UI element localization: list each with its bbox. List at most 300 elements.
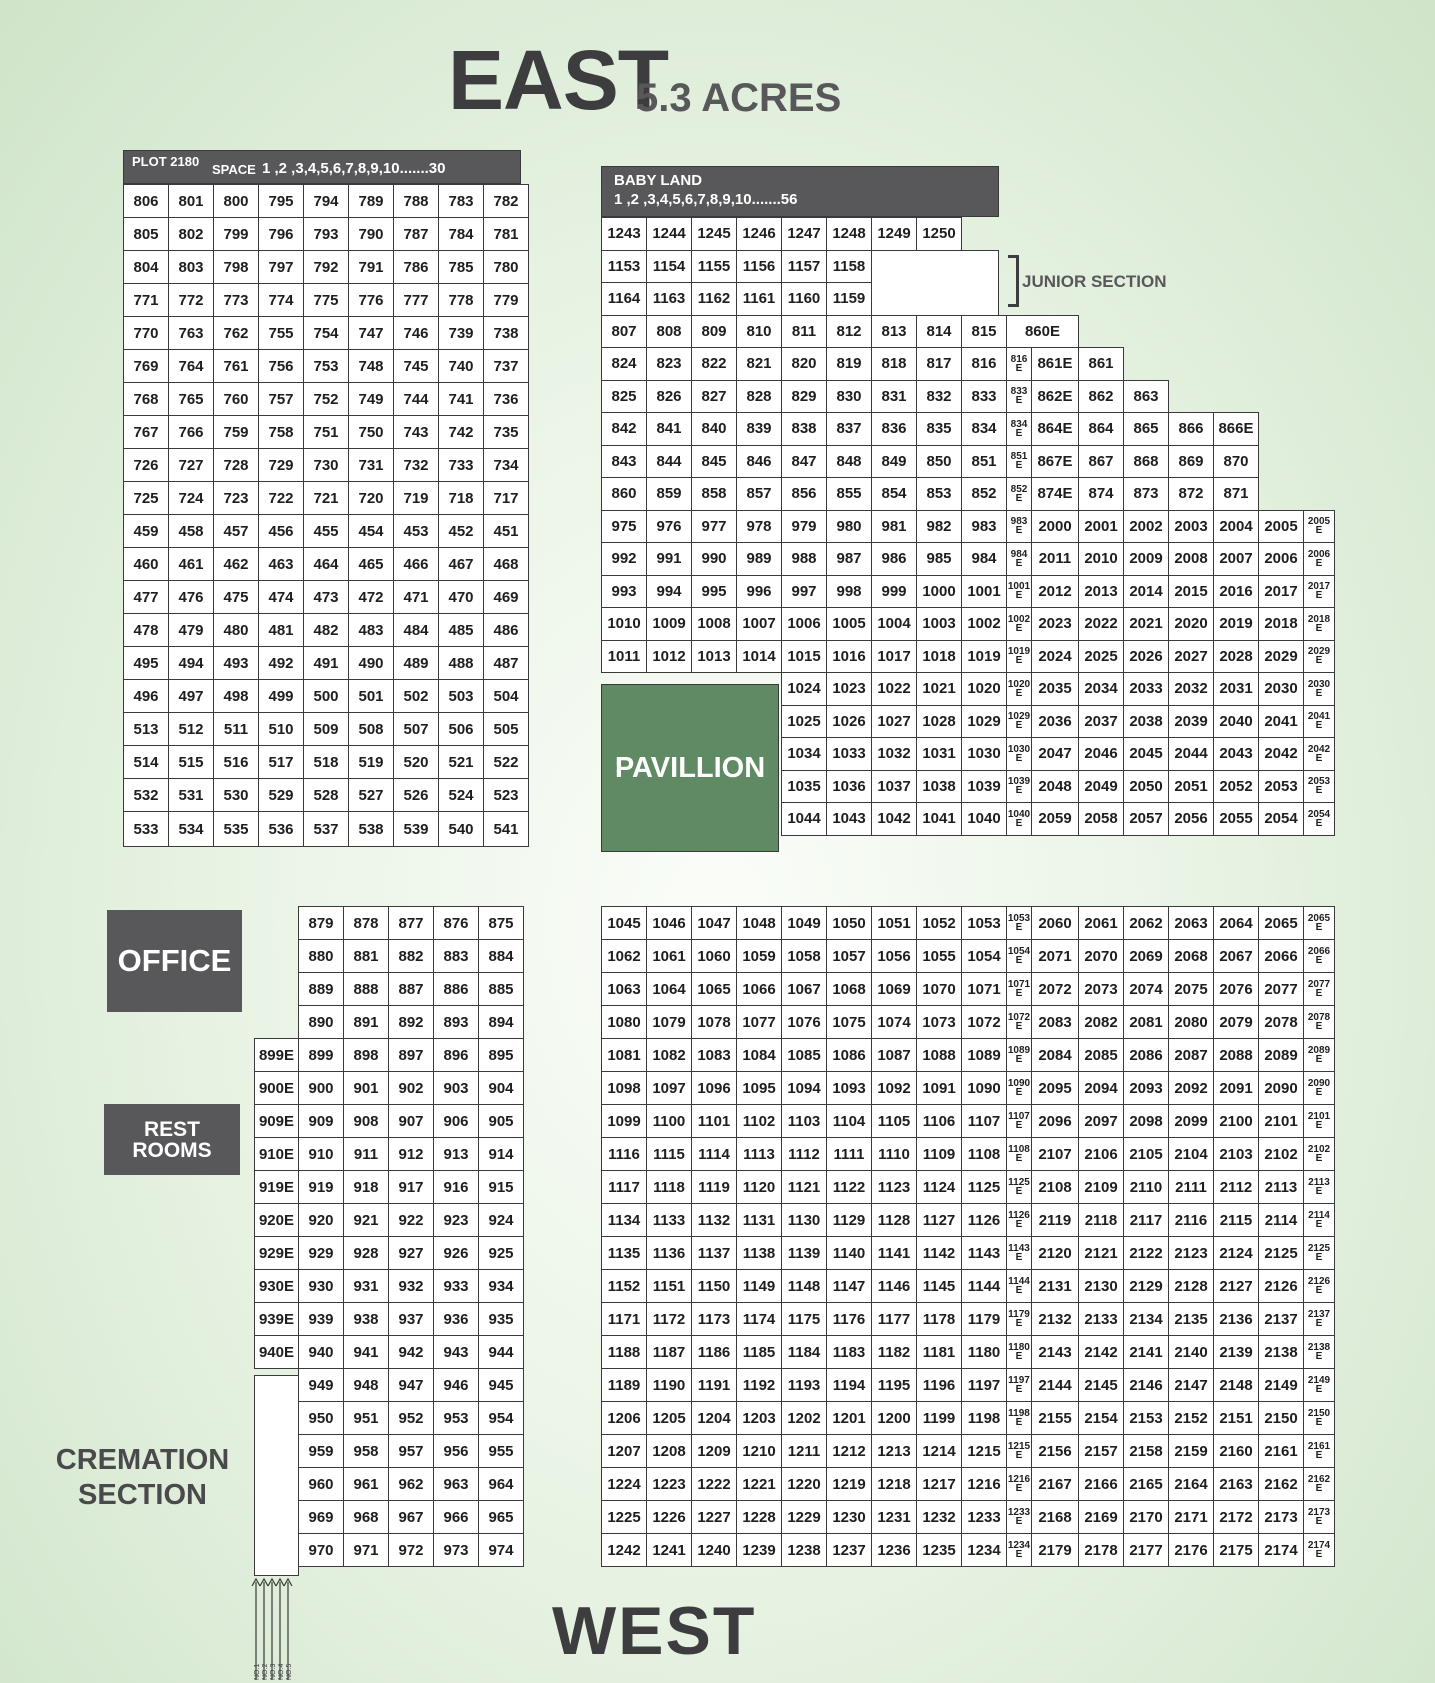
plot-cell-e[interactable] [1304, 705, 1335, 738]
plot-cell[interactable]: 876 [434, 907, 479, 940]
plot-cell[interactable]: 2115 [1214, 1204, 1259, 1237]
plot-cell[interactable]: 2132 [1032, 1303, 1079, 1336]
plot-cell[interactable]: 1160 [782, 283, 827, 316]
plot-cell[interactable]: 1093 [827, 1072, 872, 1105]
plot-cell[interactable]: 1135 [602, 1237, 647, 1270]
plot-cell[interactable]: 2066 [1259, 940, 1304, 973]
office-building[interactable]: OFFICE [107, 910, 242, 1012]
plot-cell[interactable]: 770 [124, 317, 169, 350]
plot-cell[interactable]: 979 [782, 510, 827, 543]
plot-cell[interactable]: 1226 [647, 1501, 692, 1534]
plot-cell[interactable]: 2138 [1259, 1336, 1304, 1369]
plot-cell[interactable]: 983 [962, 510, 1007, 543]
plot-cell[interactable]: 1124 [917, 1171, 962, 1204]
plot-cell[interactable]: 959 [299, 1435, 344, 1468]
plot-cell[interactable]: 892 [389, 1006, 434, 1039]
plot-cell[interactable]: 750 [349, 416, 394, 449]
plot-cell[interactable]: 1068 [827, 973, 872, 1006]
plot-cell[interactable]: 1029 [962, 705, 1007, 738]
plot-cell[interactable]: 988 [782, 543, 827, 576]
plot-cell[interactable]: 2109 [1079, 1171, 1124, 1204]
plot-cell[interactable]: 1131 [737, 1204, 782, 1237]
plot-cell[interactable]: 2091 [1214, 1072, 1259, 1105]
plot-cell[interactable]: 829 [782, 380, 827, 413]
plot-cell[interactable]: 2027 [1169, 640, 1214, 673]
plot-cell[interactable]: 956 [434, 1435, 479, 1468]
plot-cell-e[interactable] [1007, 348, 1032, 381]
plot-cell[interactable]: 840 [692, 413, 737, 446]
plot-cell[interactable]: 1009 [647, 608, 692, 641]
plot-cell[interactable]: 1052 [917, 907, 962, 940]
plot-cell[interactable]: 1245 [692, 218, 737, 251]
plot-cell[interactable]: 533 [124, 812, 169, 847]
plot-cell[interactable]: 2000 [1032, 510, 1079, 543]
plot-cell[interactable]: 786 [394, 251, 439, 284]
plot-cell[interactable]: 1197 [962, 1369, 1007, 1402]
plot-cell[interactable]: 468 [484, 548, 529, 581]
plot-cell[interactable]: 2123 [1169, 1237, 1214, 1270]
plot-cell[interactable]: 864 [1079, 413, 1124, 446]
plot-cell[interactable]: 509 [304, 713, 349, 746]
plot-cell[interactable]: 880 [299, 940, 344, 973]
plot-cell[interactable]: 991 [647, 543, 692, 576]
plot-cell[interactable]: 2068 [1169, 940, 1214, 973]
plot-cell[interactable]: 1001 [962, 575, 1007, 608]
plot-cell[interactable]: 1196 [917, 1369, 962, 1402]
plot-cell[interactable]: 490 [349, 647, 394, 680]
plot-cell[interactable]: 539 [394, 812, 439, 847]
plot-cell[interactable]: 1207 [602, 1435, 647, 1468]
plot-cell[interactable]: 1096 [692, 1072, 737, 1105]
plot-cell[interactable]: 1235 [917, 1534, 962, 1567]
plot-cell[interactable]: 2078 [1259, 1006, 1304, 1039]
plot-cell[interactable]: 2125 [1259, 1237, 1304, 1270]
plot-cell[interactable]: 732 [394, 449, 439, 482]
plot-cell[interactable]: 724 [169, 482, 214, 515]
plot-cell[interactable]: 499 [259, 680, 304, 713]
plot-cell[interactable]: 791 [349, 251, 394, 284]
plot-cell[interactable]: 2069 [1124, 940, 1169, 973]
plot-cell-e[interactable] [1007, 1303, 1032, 1336]
plot-cell[interactable]: 1063 [602, 973, 647, 1006]
plot-cell[interactable]: 1164 [602, 283, 647, 316]
plot-cell[interactable]: 836 [872, 413, 917, 446]
plot-cell[interactable]: 915 [479, 1171, 524, 1204]
plot-cell[interactable]: 777 [394, 284, 439, 317]
plot-cell[interactable]: 731 [349, 449, 394, 482]
plot-cell[interactable]: 1174 [737, 1303, 782, 1336]
plot-cell[interactable]: 793 [304, 218, 349, 251]
plot-cell[interactable]: 1100 [647, 1105, 692, 1138]
plot-cell[interactable]: 936 [434, 1303, 479, 1336]
plot-cell[interactable]: 459 [124, 515, 169, 548]
plot-cell[interactable]: 941 [344, 1336, 389, 1369]
plot-cell[interactable]: 1064 [647, 973, 692, 1006]
plot-cell[interactable]: 1150 [692, 1270, 737, 1303]
plot-cell[interactable]: 1069 [872, 973, 917, 1006]
plot-cell[interactable]: 855 [827, 478, 872, 511]
plot-cell[interactable]: 735 [484, 416, 529, 449]
plot-cell[interactable]: 1161 [737, 283, 782, 316]
plot-cell[interactable]: 891 [344, 1006, 389, 1039]
plot-cell[interactable]: 1249 [872, 218, 917, 251]
plot-cell[interactable]: 1152 [602, 1270, 647, 1303]
plot-cell[interactable]: 2040 [1214, 705, 1259, 738]
plot-cell[interactable]: 1206 [602, 1402, 647, 1435]
plot-cell[interactable]: 989 [737, 543, 782, 576]
plot-cell[interactable]: 1248 [827, 218, 872, 251]
plot-cell[interactable]: 1192 [737, 1369, 782, 1402]
plot-cell[interactable]: 1030 [962, 738, 1007, 771]
plot-cell[interactable]: 1234 [962, 1534, 1007, 1567]
plot-cell[interactable]: 878 [344, 907, 389, 940]
plot-cell[interactable]: 2023 [1032, 608, 1079, 641]
plot-cell[interactable]: 1097 [647, 1072, 692, 1105]
plot-cell[interactable]: 1233 [962, 1501, 1007, 1534]
plot-cell[interactable]: 756 [259, 350, 304, 383]
plot-cell-e[interactable] [1304, 1039, 1335, 1072]
plot-cell-e[interactable] [1304, 1105, 1335, 1138]
plot-cell[interactable]: 2112 [1214, 1171, 1259, 1204]
plot-cell[interactable]: 2082 [1079, 1006, 1124, 1039]
plot-cell[interactable]: 1145 [917, 1270, 962, 1303]
plot-cell[interactable]: 723 [214, 482, 259, 515]
plot-cell[interactable]: 1050 [827, 907, 872, 940]
plot-cell[interactable]: 2021 [1124, 608, 1169, 641]
plot-cell[interactable]: 1148 [782, 1270, 827, 1303]
plot-cell[interactable]: 2090 [1259, 1072, 1304, 1105]
plot-cell[interactable]: 2135 [1169, 1303, 1214, 1336]
plot-cell[interactable]: 1081 [602, 1039, 647, 1072]
plot-cell[interactable]: 1092 [872, 1072, 917, 1105]
plot-cell[interactable]: 2010 [1079, 543, 1124, 576]
plot-cell[interactable]: 973 [434, 1534, 479, 1567]
plot-cell[interactable]: 1155 [692, 250, 737, 283]
plot-cell[interactable]: 831 [872, 380, 917, 413]
plot-cell[interactable]: 879 [299, 907, 344, 940]
plot-cell[interactable]: 827 [692, 380, 737, 413]
plot-cell[interactable]: 2058 [1079, 803, 1124, 836]
plot-cell[interactable]: 738 [484, 317, 529, 350]
plot-cell[interactable]: 1104 [827, 1105, 872, 1138]
plot-cell[interactable]: 902 [389, 1072, 434, 1105]
plot-cell[interactable]: 765 [169, 383, 214, 416]
plot-cell[interactable]: 1215 [962, 1435, 1007, 1468]
plot-cell[interactable]: 867 [1079, 445, 1124, 478]
plot-cell[interactable]: 1172 [647, 1303, 692, 1336]
plot-cell[interactable]: 907 [389, 1105, 434, 1138]
plot-cell[interactable]: 526 [394, 779, 439, 812]
plot-cell[interactable]: 1106 [917, 1105, 962, 1138]
plot-cell[interactable]: 2094 [1079, 1072, 1124, 1105]
plot-cell[interactable]: 847 [782, 445, 827, 478]
plot-cell[interactable]: 930E [255, 1270, 299, 1303]
plot-cell[interactable]: 2170 [1124, 1501, 1169, 1534]
plot-cell[interactable]: 1011 [602, 640, 647, 673]
plot-cell[interactable]: 2088 [1214, 1039, 1259, 1072]
plot-cell[interactable]: 2026 [1124, 640, 1169, 673]
plot-cell[interactable]: 818 [872, 348, 917, 381]
plot-cell[interactable]: 921 [344, 1204, 389, 1237]
plot-cell[interactable]: 804 [124, 251, 169, 284]
plot-cell[interactable]: 734 [484, 449, 529, 482]
plot-cell[interactable]: 970 [299, 1534, 344, 1567]
plot-cell[interactable]: 511 [214, 713, 259, 746]
plot-cell[interactable]: 2073 [1079, 973, 1124, 1006]
plot-cell[interactable]: 853 [917, 478, 962, 511]
plot-cell[interactable]: 1040 [962, 803, 1007, 836]
plot-cell[interactable]: 2054 [1259, 803, 1304, 836]
plot-cell[interactable]: 1134 [602, 1204, 647, 1237]
plot-cell[interactable]: 2062 [1124, 907, 1169, 940]
plot-cell[interactable]: 895 [479, 1039, 524, 1072]
plot-cell-e[interactable] [1007, 575, 1032, 608]
plot-cell[interactable]: 1221 [737, 1468, 782, 1501]
plot-cell[interactable]: 764 [169, 350, 214, 383]
plot-cell[interactable]: 1147 [827, 1270, 872, 1303]
plot-cell[interactable]: 725 [124, 482, 169, 515]
plot-cell[interactable]: 1122 [827, 1171, 872, 1204]
plot-cell-e[interactable] [1007, 510, 1032, 543]
plot-cell[interactable]: 924 [479, 1204, 524, 1237]
plot-cell[interactable]: 1113 [737, 1138, 782, 1171]
plot-cell[interactable]: 540 [439, 812, 484, 847]
plot-cell[interactable]: 2105 [1124, 1138, 1169, 1171]
plot-cell[interactable]: 918 [344, 1171, 389, 1204]
plot-cell[interactable]: 2046 [1079, 738, 1124, 771]
plot-cell-e[interactable] [1304, 1270, 1335, 1303]
plot-cell[interactable]: 484 [394, 614, 439, 647]
plot-cell[interactable]: 2016 [1214, 575, 1259, 608]
plot-cell[interactable]: 867E [1032, 445, 1079, 478]
plot-cell[interactable]: 1162 [692, 283, 737, 316]
plot-cell[interactable]: 1133 [647, 1204, 692, 1237]
plot-cell[interactable]: 837 [827, 413, 872, 446]
plot-cell[interactable]: 718 [439, 482, 484, 515]
plot-cell[interactable]: 1238 [782, 1534, 827, 1567]
plot-cell[interactable]: 906 [434, 1105, 479, 1138]
plot-cell[interactable]: 778 [439, 284, 484, 317]
plot-cell[interactable]: 2039 [1169, 705, 1214, 738]
plot-cell[interactable]: 1004 [872, 608, 917, 641]
plot-cell[interactable]: 1222 [692, 1468, 737, 1501]
plot-cell[interactable]: 1103 [782, 1105, 827, 1138]
plot-cell[interactable]: 2140 [1169, 1336, 1214, 1369]
plot-cell[interactable]: 1077 [737, 1006, 782, 1039]
plot-cell[interactable]: 861E [1032, 348, 1079, 381]
plot-cell[interactable]: 2013 [1079, 575, 1124, 608]
plot-cell[interactable]: 523 [484, 779, 529, 812]
plot-cell[interactable]: 976 [647, 510, 692, 543]
plot-cell[interactable]: 2151 [1214, 1402, 1259, 1435]
plot-cell[interactable]: 743 [394, 416, 439, 449]
plot-cell[interactable]: 1085 [782, 1039, 827, 1072]
plot-cell[interactable]: 2085 [1079, 1039, 1124, 1072]
plot-cell[interactable]: 834 [962, 413, 1007, 446]
plot-cell[interactable]: 1236 [872, 1534, 917, 1567]
plot-cell[interactable]: 2070 [1079, 940, 1124, 973]
plot-cell[interactable]: 865 [1124, 413, 1169, 446]
plot-cell[interactable]: 2168 [1032, 1501, 1079, 1534]
plot-cell[interactable]: 1090 [962, 1072, 1007, 1105]
plot-cell[interactable]: 1045 [602, 907, 647, 940]
plot-cell[interactable]: 882 [389, 940, 434, 973]
plot-cell[interactable]: 479 [169, 614, 214, 647]
plot-cell[interactable]: 826 [647, 380, 692, 413]
plot-cell[interactable]: 940 [299, 1336, 344, 1369]
plot-cell[interactable]: 1218 [872, 1468, 917, 1501]
plot-cell[interactable]: 514 [124, 746, 169, 779]
plot-cell[interactable]: 1195 [872, 1369, 917, 1402]
plot-cell[interactable]: 977 [692, 510, 737, 543]
plot-cell[interactable]: 1082 [647, 1039, 692, 1072]
plot-cell[interactable]: 800 [214, 185, 259, 218]
plot-cell-e[interactable] [1304, 738, 1335, 771]
plot-cell[interactable]: 2152 [1169, 1402, 1214, 1435]
plot-cell[interactable]: 1138 [737, 1237, 782, 1270]
plot-cell[interactable]: 2095 [1032, 1072, 1079, 1105]
plot-cell[interactable]: 1105 [872, 1105, 917, 1138]
plot-cell[interactable]: 2008 [1169, 543, 1214, 576]
plot-cell[interactable]: 1149 [737, 1270, 782, 1303]
plot-cell[interactable]: 2129 [1124, 1270, 1169, 1303]
plot-cell[interactable]: 754 [304, 317, 349, 350]
plot-cell[interactable]: 1035 [782, 770, 827, 803]
plot-cell-e[interactable] [1007, 380, 1032, 413]
plot-cell[interactable]: 939E [255, 1303, 299, 1336]
plot-cell[interactable]: 522 [484, 746, 529, 779]
plot-cell[interactable]: 1038 [917, 770, 962, 803]
plot-cell[interactable]: 493 [214, 647, 259, 680]
plot-cell[interactable]: 810 [737, 315, 782, 348]
plot-cell[interactable]: 2103 [1214, 1138, 1259, 1171]
plot-cell[interactable]: 1187 [647, 1336, 692, 1369]
plot-cell[interactable]: 2175 [1214, 1534, 1259, 1567]
plot-cell[interactable]: 1176 [827, 1303, 872, 1336]
plot-cell[interactable]: 2011 [1032, 543, 1079, 576]
plot-cell[interactable]: 2009 [1124, 543, 1169, 576]
plot-cell[interactable]: 2067 [1214, 940, 1259, 973]
plot-cell[interactable]: 2079 [1214, 1006, 1259, 1039]
plot-cell[interactable]: 975 [602, 510, 647, 543]
plot-cell[interactable]: 2071 [1032, 940, 1079, 973]
plot-cell[interactable]: 1118 [647, 1171, 692, 1204]
plot-cell[interactable]: 2044 [1169, 738, 1214, 771]
plot-cell[interactable]: 951 [344, 1402, 389, 1435]
plot-cell[interactable]: 2089 [1259, 1039, 1304, 1072]
plot-cell[interactable]: 1109 [917, 1138, 962, 1171]
plot-cell[interactable]: 1201 [827, 1402, 872, 1435]
plot-cell-e[interactable] [1007, 640, 1032, 673]
plot-cell[interactable]: 830 [827, 380, 872, 413]
pavillion-area[interactable]: PAVILLION [601, 684, 779, 852]
plot-cell[interactable]: 1241 [647, 1534, 692, 1567]
plot-cell[interactable]: 2107 [1032, 1138, 1079, 1171]
plot-cell[interactable]: 2074 [1124, 973, 1169, 1006]
plot-cell[interactable]: 934 [479, 1270, 524, 1303]
plot-cell[interactable]: 955 [479, 1435, 524, 1468]
plot-cell[interactable]: 1205 [647, 1402, 692, 1435]
plot-cell[interactable]: 1223 [647, 1468, 692, 1501]
plot-cell[interactable]: 763 [169, 317, 214, 350]
plot-cell[interactable]: 1229 [782, 1501, 827, 1534]
plot-cell[interactable]: 849 [872, 445, 917, 478]
plot-cell[interactable]: 958 [344, 1435, 389, 1468]
plot-cell[interactable]: 759 [214, 416, 259, 449]
plot-cell-e[interactable] [1304, 1171, 1335, 1204]
plot-cell[interactable]: 929E [255, 1237, 299, 1270]
plot-cell[interactable]: 489 [394, 647, 439, 680]
plot-cell[interactable]: 1043 [827, 803, 872, 836]
plot-cell[interactable]: 874 [1079, 478, 1124, 511]
plot-cell[interactable]: 2003 [1169, 510, 1214, 543]
plot-cell[interactable]: 2012 [1032, 575, 1079, 608]
plot-cell[interactable]: 774 [259, 284, 304, 317]
plot-cell[interactable]: 1125 [962, 1171, 1007, 1204]
plot-cell[interactable]: 1212 [827, 1435, 872, 1468]
plot-cell[interactable]: 860E [1007, 315, 1079, 348]
plot-cell[interactable]: 881 [344, 940, 389, 973]
plot-cell[interactable]: 920E [255, 1204, 299, 1237]
plot-cell[interactable]: 874E [1032, 478, 1079, 511]
plot-cell[interactable]: 910 [299, 1138, 344, 1171]
plot-cell[interactable]: 2117 [1124, 1204, 1169, 1237]
plot-cell[interactable]: 2087 [1169, 1039, 1214, 1072]
plot-cell[interactable]: 2042 [1259, 738, 1304, 771]
plot-cell[interactable]: 923 [434, 1204, 479, 1237]
plot-cell[interactable]: 739 [439, 317, 484, 350]
plot-cell[interactable]: 736 [484, 383, 529, 416]
plot-cell[interactable]: 541 [484, 812, 529, 847]
plot-cell[interactable]: 858 [692, 478, 737, 511]
plot-cell[interactable]: 1177 [872, 1303, 917, 1336]
plot-cell[interactable]: 1129 [827, 1204, 872, 1237]
plot-cell[interactable]: 485 [439, 614, 484, 647]
plot-cell[interactable]: 1059 [737, 940, 782, 973]
plot-cell[interactable]: 828 [737, 380, 782, 413]
plot-cell[interactable]: 1123 [872, 1171, 917, 1204]
plot-cell[interactable]: 939 [299, 1303, 344, 1336]
plot-cell[interactable]: 2098 [1124, 1105, 1169, 1138]
plot-cell[interactable]: 982 [917, 510, 962, 543]
plot-cell-e[interactable] [1007, 705, 1032, 738]
plot-cell[interactable]: 2166 [1079, 1468, 1124, 1501]
plot-cell[interactable]: 1002 [962, 608, 1007, 641]
plot-cell[interactable]: 475 [214, 581, 259, 614]
plot-cell-e[interactable] [1304, 973, 1335, 1006]
plot-cell[interactable]: 2106 [1079, 1138, 1124, 1171]
plot-cell[interactable]: 846 [737, 445, 782, 478]
plot-cell[interactable]: 527 [349, 779, 394, 812]
plot-cell[interactable]: 538 [349, 812, 394, 847]
plot-cell[interactable]: 963 [434, 1468, 479, 1501]
plot-cell[interactable]: 2160 [1214, 1435, 1259, 1468]
plot-cell[interactable]: 1237 [827, 1534, 872, 1567]
plot-cell[interactable]: 536 [259, 812, 304, 847]
plot-cell[interactable]: 969 [299, 1501, 344, 1534]
plot-cell[interactable]: 929 [299, 1237, 344, 1270]
plot-cell[interactable]: 497 [169, 680, 214, 713]
plot-cell[interactable]: 2141 [1124, 1336, 1169, 1369]
plot-cell[interactable]: 469 [484, 581, 529, 614]
plot-cell-e[interactable] [1007, 608, 1032, 641]
plot-cell[interactable]: 811 [782, 315, 827, 348]
plot-cell[interactable]: 950 [299, 1402, 344, 1435]
plot-cell[interactable]: 2178 [1079, 1534, 1124, 1567]
plot-cell[interactable]: 2155 [1032, 1402, 1079, 1435]
plot-cell-e[interactable] [1304, 803, 1335, 836]
plot-cell[interactable]: 491 [304, 647, 349, 680]
